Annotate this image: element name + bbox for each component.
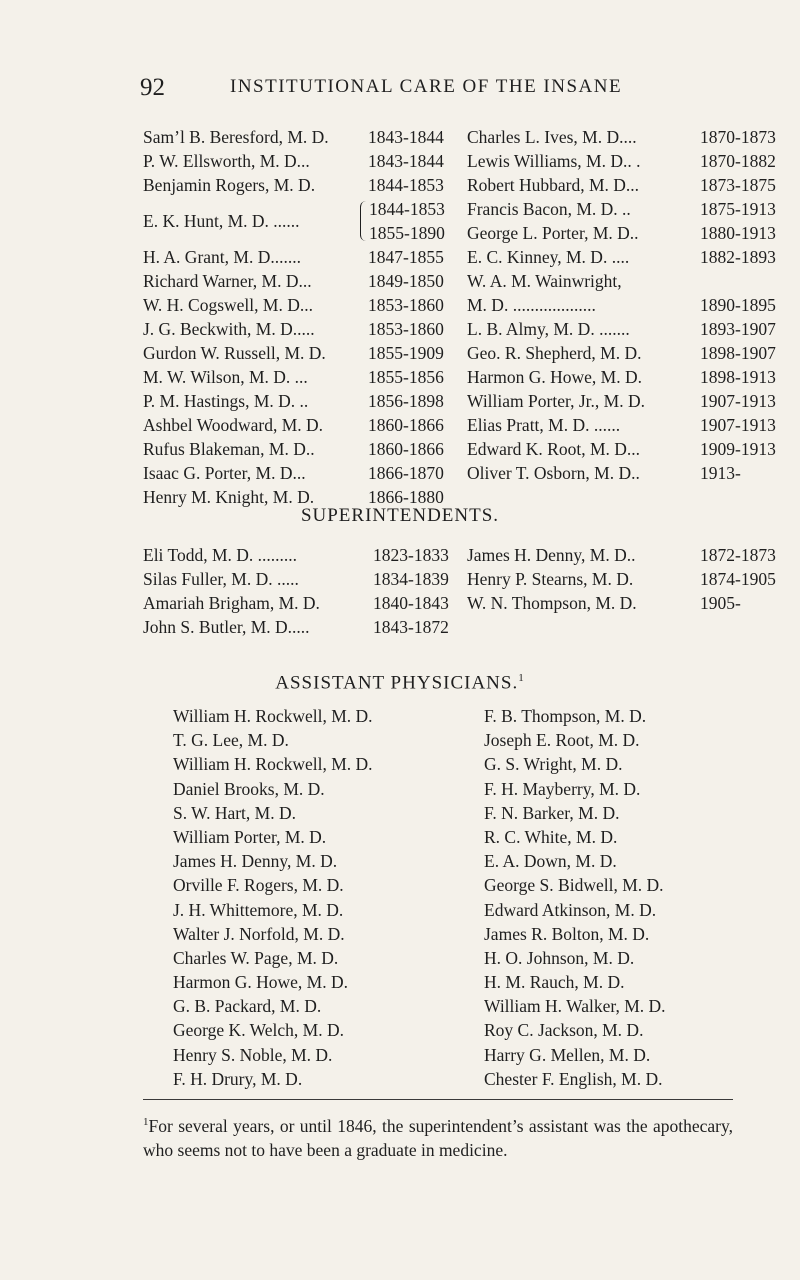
page-number: 92	[140, 74, 165, 101]
trustees-left-column	[143, 125, 443, 509]
footnote	[143, 1110, 733, 1162]
list-item: E. A. Down, M. D.	[484, 851, 617, 872]
service-years: 1834-1839	[373, 569, 449, 589]
list-item: George K. Welch, M. D.	[173, 1020, 344, 1041]
person-name: H. A. Grant, M. D.......	[143, 247, 301, 267]
list-item: William H. Rockwell, M. D.	[173, 706, 373, 726]
list-item: William Porter, M. D.	[173, 826, 327, 847]
trustees-right-column	[467, 125, 777, 485]
person-name: Robert Hubbard, M. D...	[467, 175, 640, 195]
service-years: 1875-1913	[700, 199, 776, 219]
service-years: 1890-1895	[700, 295, 776, 315]
list-item	[467, 245, 777, 269]
service-years: 1843-1844	[368, 127, 444, 147]
list-item	[467, 461, 777, 485]
list-item: George S. Bidwell, M. D.	[484, 875, 664, 896]
list-item: G. B. Packard, M. D.	[173, 996, 322, 1017]
person-name: John S. Butler, M. D.....	[143, 617, 310, 637]
superintendents-heading: SUPERINTENDENTS.	[300, 505, 500, 526]
running-title: INSTITUTIONAL CARE OF THE INSANE	[230, 76, 623, 97]
service-years: 1870-1873	[700, 127, 776, 147]
list-item	[143, 461, 443, 485]
superintendents-left-column	[143, 543, 449, 639]
list-item: Daniel Brooks, M. D.	[173, 778, 325, 799]
list-item: Orville F. Rogers, M. D.	[173, 875, 344, 896]
list-item: William H. Walker, M. D.	[484, 996, 666, 1017]
list-item: Edward Atkinson, M. D.	[484, 899, 657, 920]
person-name: W. N. Thompson, M. D.	[467, 593, 637, 613]
person-name: William Porter, Jr., M. D.	[467, 391, 645, 411]
list-item	[143, 125, 443, 149]
person-name: Amariah Brigham, M. D.	[143, 593, 320, 613]
person-name: E. C. Kinney, M. D. ....	[467, 247, 630, 267]
person-name: J. G. Beckwith, M. D.....	[143, 319, 315, 339]
service-years: 1856-1898	[368, 391, 444, 411]
list-item: Harry G. Mellen, M. D.	[484, 1044, 651, 1065]
list-item	[467, 197, 777, 221]
list-item	[467, 125, 777, 149]
list-item	[467, 221, 777, 245]
service-years: 1853-1860	[368, 319, 444, 339]
service-years: 1840-1843	[373, 593, 449, 613]
person-name: Charles L. Ives, M. D....	[467, 127, 637, 147]
list-item: Roy C. Jackson, M. D.	[484, 1020, 644, 1041]
person-name: Harmon G. Howe, M. D.	[467, 367, 642, 387]
service-years: 1909-1913	[700, 439, 776, 459]
list-item: Joseph E. Root, M. D.	[484, 730, 640, 751]
list-item	[143, 413, 443, 437]
list-item: S. W. Hart, M. D.	[173, 802, 296, 823]
person-name: P. M. Hastings, M. D. ..	[143, 391, 309, 411]
list-item: F. H. Mayberry, M. D.	[484, 778, 641, 799]
service-years: 1855-1909	[368, 343, 444, 363]
person-name: Silas Fuller, M. D. .....	[143, 569, 299, 589]
person-name: M. W. Wilson, M. D. ...	[143, 367, 308, 387]
list-item	[143, 389, 443, 413]
list-item	[467, 437, 777, 461]
service-years: 1843-1844	[368, 151, 444, 171]
list-item	[143, 293, 443, 317]
service-years: 1905-	[700, 593, 741, 613]
list-item	[143, 269, 443, 293]
service-years: 1849-1850	[368, 271, 444, 291]
list-item: Walter J. Norfold, M. D.	[173, 923, 345, 944]
list-item	[143, 341, 443, 365]
list-item: H. O. Johnson, M. D.	[484, 947, 635, 968]
footnote-divider	[143, 1099, 733, 1100]
person-name: L. B. Almy, M. D. .......	[467, 319, 630, 339]
person-name: Gurdon W. Russell, M. D.	[143, 343, 326, 363]
service-years: 1847-1855	[368, 247, 444, 267]
list-item: Harmon G. Howe, M. D.	[173, 972, 348, 993]
service-years: 1860-1866	[368, 415, 444, 435]
list-item	[467, 173, 777, 197]
list-item	[143, 149, 443, 173]
list-item	[467, 543, 777, 567]
list-item	[467, 269, 777, 317]
list-item: F. B. Thompson, M. D.	[484, 706, 647, 726]
person-name: Oliver T. Osborn, M. D..	[467, 463, 640, 483]
person-name: W. A. M. Wainwright,	[467, 271, 622, 291]
service-years: 1872-1873	[700, 545, 776, 565]
list-item	[467, 567, 777, 591]
service-years: 1873-1875	[700, 175, 776, 195]
list-item	[467, 389, 777, 413]
assistant-physicians-right-column	[484, 704, 764, 1091]
list-item: Chester F. English, M. D.	[484, 1068, 663, 1089]
list-item	[467, 341, 777, 365]
list-item: R. C. White, M. D.	[484, 826, 618, 847]
list-item	[143, 543, 449, 567]
footnote-marker: 1	[143, 1116, 149, 1128]
service-years: 1855-1890	[369, 223, 445, 243]
person-name: Lewis Williams, M. D.. .	[467, 151, 641, 171]
list-item	[143, 365, 443, 389]
service-years: 1843-1872	[373, 617, 449, 637]
service-years: 1844-1853	[369, 199, 445, 219]
list-item	[143, 567, 449, 591]
person-name: Francis Bacon, M. D. ..	[467, 199, 631, 219]
list-item: Henry S. Noble, M. D.	[173, 1044, 333, 1065]
service-years: 1898-1913	[700, 367, 776, 387]
person-name-continued: M. D. ...................	[467, 295, 596, 315]
list-item: William H. Rockwell, M. D.	[173, 754, 373, 775]
list-item	[143, 245, 443, 269]
service-years: 1853-1860	[368, 295, 444, 315]
list-item	[143, 173, 443, 197]
list-item	[143, 437, 443, 461]
service-years: 1880-1913	[700, 223, 776, 243]
person-name: Ashbel Woodward, M. D.	[143, 415, 324, 435]
service-years: 1866-1880	[368, 487, 444, 507]
assistant-physicians-heading	[0, 672, 800, 694]
service-years: 1844-1853	[368, 175, 444, 195]
person-name: James H. Denny, M. D..	[467, 545, 636, 565]
list-item	[143, 197, 443, 245]
person-name: E. K. Hunt, M. D. ......	[143, 211, 300, 231]
list-item: James R. Bolton, M. D.	[484, 923, 650, 944]
service-years: 1893-1907	[700, 319, 776, 339]
service-years: 1913-	[700, 463, 741, 483]
service-years: 1860-1866	[368, 439, 444, 459]
list-item	[467, 591, 777, 615]
person-name: Eli Todd, M. D. .........	[143, 545, 298, 565]
page-header	[140, 74, 700, 104]
person-name: Richard Warner, M. D...	[143, 271, 312, 291]
service-years: 1855-1856	[368, 367, 444, 387]
person-name: Henry M. Knight, M. D.	[143, 487, 315, 507]
service-years: 1898-1907	[700, 343, 776, 363]
service-years: 1907-1913	[700, 415, 776, 435]
list-item: James H. Denny, M. D.	[173, 851, 338, 872]
person-name: Geo. R. Shepherd, M. D.	[467, 343, 642, 363]
list-item	[143, 591, 449, 615]
service-years: 1870-1882	[700, 151, 776, 171]
superintendents-right-column	[467, 543, 777, 615]
footnote-marker: 1	[518, 672, 525, 684]
person-name: Elias Pratt, M. D. ......	[467, 415, 621, 435]
person-name: Sam’l B. Beresford, M. D.	[143, 127, 329, 147]
person-name: Edward K. Root, M. D...	[467, 439, 641, 459]
assistant-physicians-left-column	[173, 704, 453, 1091]
list-item	[467, 149, 777, 173]
person-name: P. W. Ellsworth, M. D...	[143, 151, 310, 171]
list-item: T. G. Lee, M. D.	[173, 730, 289, 751]
list-item: F. H. Drury, M. D.	[173, 1068, 303, 1089]
person-name: George L. Porter, M. D..	[467, 223, 639, 243]
list-item	[467, 413, 777, 437]
person-name: Henry P. Stearns, M. D.	[467, 569, 634, 589]
brace-mark	[360, 201, 367, 241]
service-years: 1874-1905	[700, 569, 776, 589]
list-item: Charles W. Page, M. D.	[173, 947, 339, 968]
service-years: 1823-1833	[373, 545, 449, 565]
person-name: Isaac G. Porter, M. D...	[143, 463, 306, 483]
service-years: 1882-1893	[700, 247, 776, 267]
list-item	[143, 615, 449, 639]
person-name: Rufus Blakeman, M. D..	[143, 439, 315, 459]
list-item	[143, 317, 443, 341]
list-item	[467, 317, 777, 341]
service-years: 1866-1870	[368, 463, 444, 483]
service-years: 1907-1913	[700, 391, 776, 411]
list-item: G. S. Wright, M. D.	[484, 754, 623, 775]
footnote-text: For several years, or until 1846, the superintendent’s assistant was the apothecary, who seems not to have been a graduate in medicine.	[143, 1115, 733, 1160]
list-item: H. M. Rauch, M. D.	[484, 972, 625, 993]
heading-text: ASSISTANT PHYSICIANS.	[275, 672, 519, 694]
list-item: J. H. Whittemore, M. D.	[173, 899, 344, 920]
person-name: Benjamin Rogers, M. D.	[143, 175, 316, 195]
person-name: W. H. Cogswell, M. D...	[143, 295, 313, 315]
list-item: F. N. Barker, M. D.	[484, 802, 620, 823]
list-item	[467, 365, 777, 389]
